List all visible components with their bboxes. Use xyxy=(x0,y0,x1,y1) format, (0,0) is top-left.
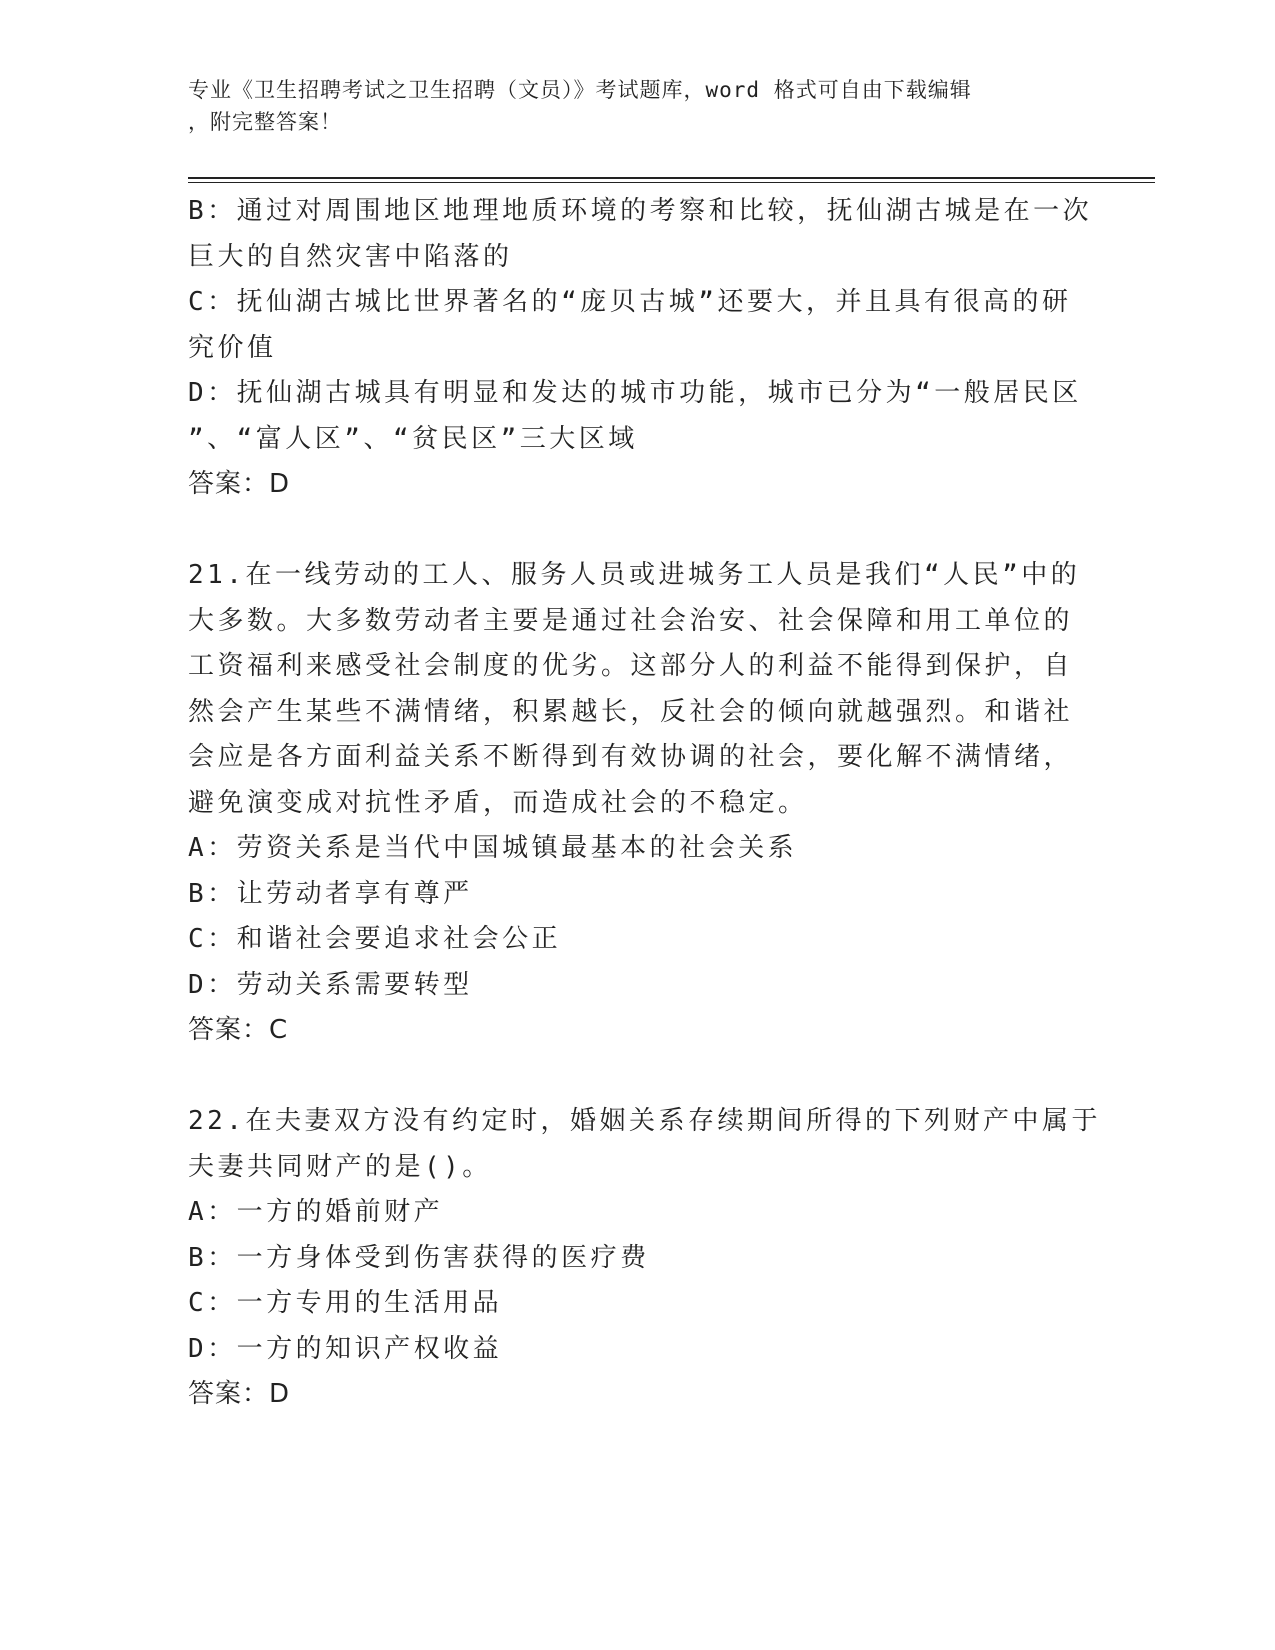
question-stem xyxy=(188,553,1088,826)
option-line: C：抚仙湖古城比世界著名的“庞贝古城”还要大，并且具有很高的研 xyxy=(188,287,1072,317)
answer-label: 答案：C xyxy=(188,1015,289,1045)
spacer xyxy=(188,1054,1088,1100)
option-line: ”、“富人区”、“贫民区”三大区域 xyxy=(188,423,638,454)
page-header xyxy=(188,74,1078,138)
option-d xyxy=(188,371,1088,462)
header-line-2: ，附完整答案！ xyxy=(188,110,342,134)
question-20-continued xyxy=(188,189,1093,508)
option-a: A：一方的婚前财产 xyxy=(188,1197,444,1227)
answer-label: 答案：D xyxy=(188,469,291,499)
option-d: D：劳动关系需要转型 xyxy=(188,969,473,1000)
option-line: D：抚仙湖古城具有明显和发达的城市功能，城市已分为“一般居民区 xyxy=(188,378,1082,408)
stem-line: 大多数。大多数劳动者主要是通过社会治安、社会保障和用工单位的 xyxy=(188,605,1074,636)
spacer xyxy=(188,508,1088,554)
stem-line: 夫妻共同财产的是()。 xyxy=(188,1151,492,1182)
option-line: B：通过对周围地区地理地质环境的考察和比较，抚仙湖古城是在一次 xyxy=(188,196,1093,226)
option-c: C：和谐社会要追求社会公正 xyxy=(188,924,562,954)
option-c: C：一方专用的生活用品 xyxy=(188,1288,503,1318)
answer-label: 答案：D xyxy=(188,1379,291,1409)
header-divider xyxy=(188,177,1155,183)
option-b: B：让劳动者享有尊严 xyxy=(188,878,473,909)
option-c xyxy=(188,280,1088,371)
stem-line: 21.在一线劳动的工人、服务人员或进城务工人员是我们“人民”中的 xyxy=(188,560,1081,590)
option-a: A：劳资关系是当代中国城镇最基本的社会关系 xyxy=(188,833,798,863)
option-line: 巨大的自然灾害中陷落的 xyxy=(188,241,513,272)
stem-line: 22.在夫妻双方没有约定时，婚姻关系存续期间所得的下列财产中属于 xyxy=(188,1106,1101,1136)
option-b: B：一方身体受到伤害获得的医疗费 xyxy=(188,1242,650,1273)
question-21 xyxy=(188,553,1088,1054)
stem-line: 工资福利来感受社会制度的优劣。这部分人的利益不能得到保护，自 xyxy=(188,651,1074,681)
question-22 xyxy=(188,1099,1101,1418)
stem-line: 会应是各方面利益关系不断得到有效协调的社会，要化解不满情绪， xyxy=(188,742,1074,772)
option-d: D：一方的知识产权收益 xyxy=(188,1333,503,1364)
option-line: 究价值 xyxy=(188,332,277,363)
header-line-1: 专业《卫生招聘考试之卫生招聘（文员）》考试题库，word 格式可自由下载编辑 xyxy=(188,78,972,102)
stem-line: 避免演变成对抗性矛盾，而造成社会的不稳定。 xyxy=(188,787,808,818)
stem-line: 然会产生某些不满情绪，积累越长，反社会的倾向就越强烈。和谐社 xyxy=(188,696,1074,727)
document-body xyxy=(188,189,1101,1418)
option-b xyxy=(188,189,1093,280)
question-stem xyxy=(188,1099,1101,1190)
